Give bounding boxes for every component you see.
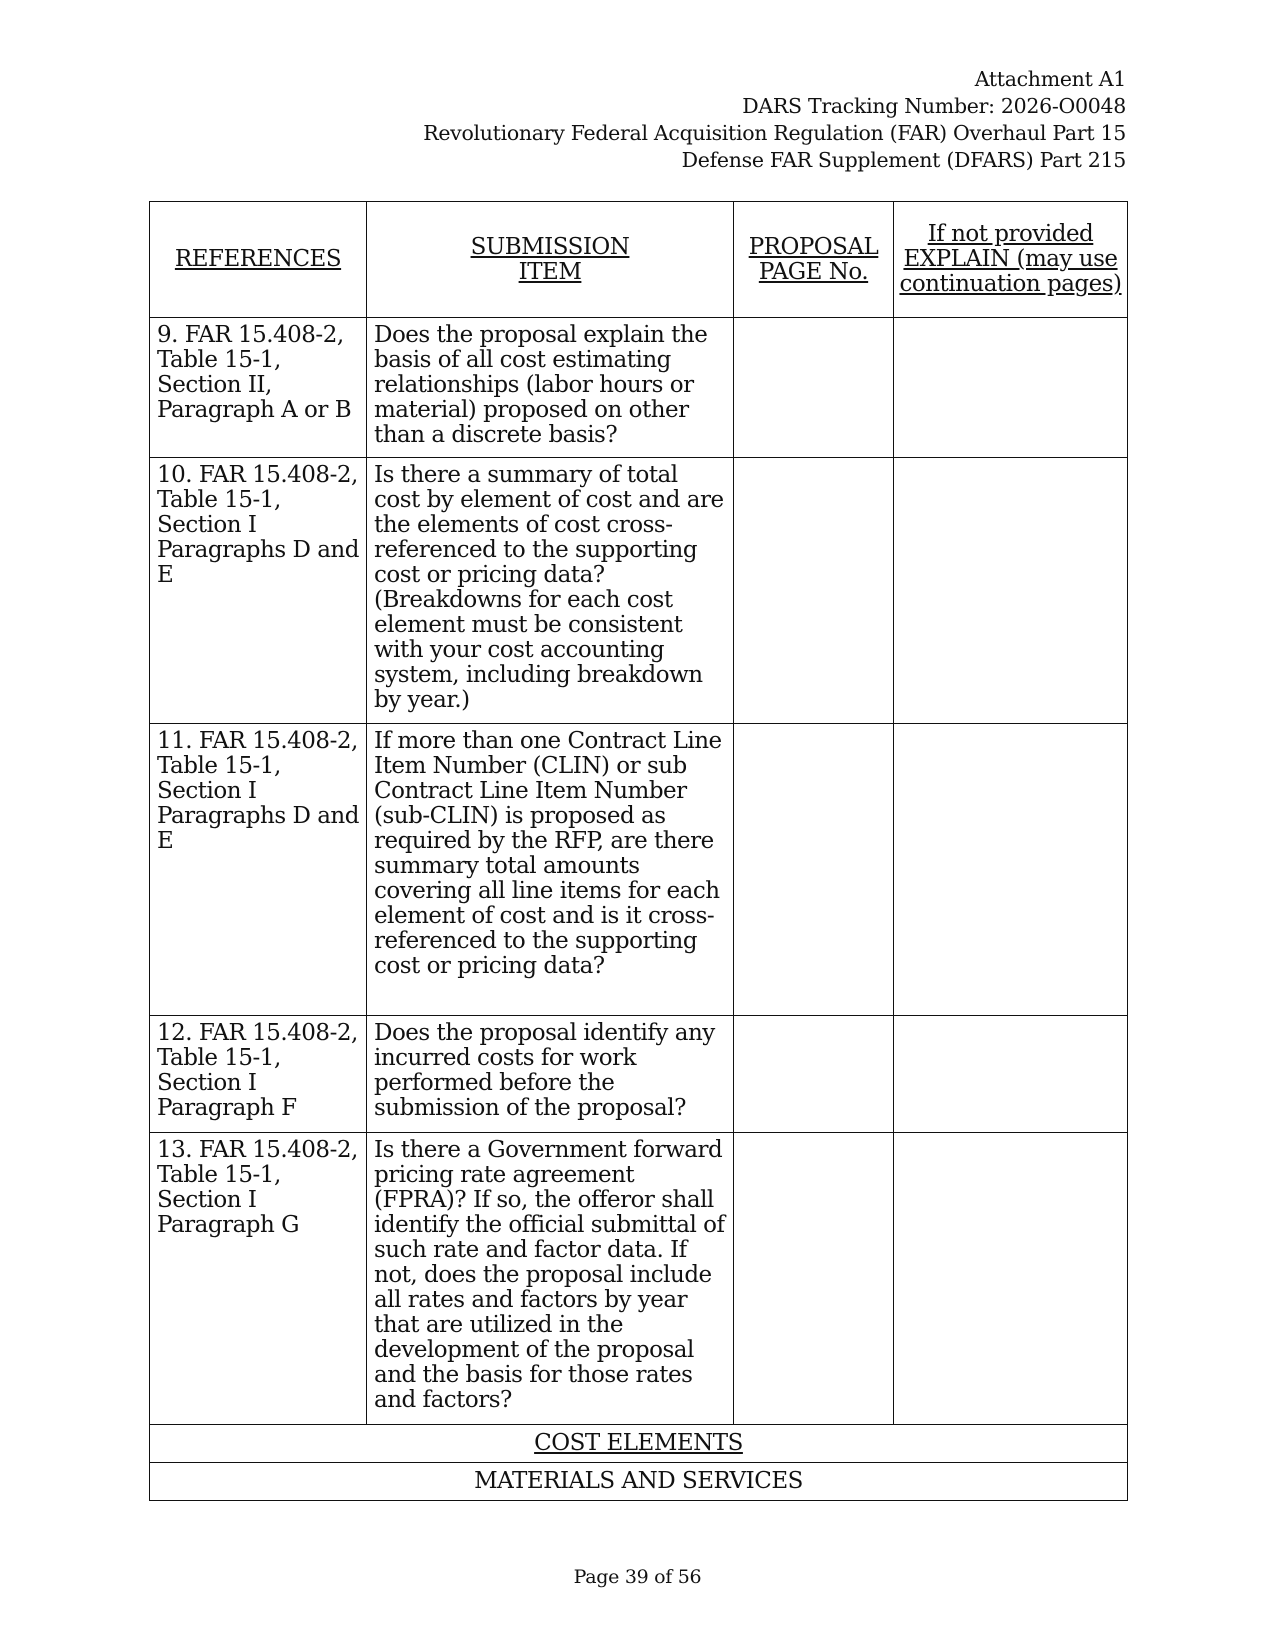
table-row [150, 724, 1128, 1016]
far-part-title: Revolutionary Federal Acquisition Regulation (FAR) Overhaul Part 15 [423, 121, 1126, 145]
column-header-submission-item: SUBMISSION ITEM [367, 202, 734, 318]
submission-item-cell: Is there a Government forward pricing rate agreement (FPRA)? If so, the offeror shall identify the official submittal of such rate and factor data. If not, does the proposal include all rates and factors by year that are utilized in the development of the proposal and the basis for those rates and factors? [367, 1133, 734, 1425]
reference-cell: 12. FAR 15.408-2, Table 15-1, Section I Paragraph F [150, 1016, 367, 1133]
submission-item-cell: Does the proposal explain the basis of all cost estimating relationships (labor hours or material) proposed on other than a discrete basis? [367, 318, 734, 458]
submission-item-cell: If more than one Contract Line Item Number (CLIN) or sub Contract Line Item Number (sub-CLIN) is proposed as required by the RFP, are there summary total amounts covering all line items for each element of cost and is it cross-referenced to the supporting cost or pricing data? [367, 724, 734, 1016]
explanation-cell[interactable] [894, 1133, 1128, 1425]
column-header-explain: If not provided EXPLAIN (may use continuation pages) [894, 202, 1128, 318]
proposal-page-cell[interactable] [734, 1016, 894, 1133]
explanation-cell[interactable] [894, 318, 1128, 458]
tracking-number: DARS Tracking Number: 2026-O0048 [742, 94, 1126, 118]
reference-cell: 10. FAR 15.408-2, Table 15-1, Section I Paragraphs D and E [150, 458, 367, 724]
explanation-cell[interactable] [894, 724, 1128, 1016]
dfars-part-title: Defense FAR Supplement (DFARS) Part 215 [681, 148, 1126, 172]
section-row-cost-elements [150, 1425, 1128, 1463]
attachment-label: Attachment A1 [974, 67, 1126, 91]
table-header-row [150, 202, 1128, 318]
reference-cell: 13. FAR 15.408-2, Table 15-1, Section I Paragraph G [150, 1133, 367, 1425]
section-row-materials [150, 1463, 1128, 1501]
proposal-page-cell[interactable] [734, 724, 894, 1016]
section-heading-materials: MATERIALS AND SERVICES [150, 1463, 1128, 1501]
reference-cell: 9. FAR 15.408-2, Table 15-1, Section II, Paragraph A or B [150, 318, 367, 458]
submission-item-cell: Does the proposal identify any incurred costs for work performed before the submission of the proposal? [367, 1016, 734, 1133]
section-heading-cost-elements [150, 1425, 1128, 1463]
proposal-page-cell[interactable] [734, 1133, 894, 1425]
explanation-cell[interactable] [894, 458, 1128, 724]
page-number: Page 39 of 56 [573, 1566, 702, 1588]
explanation-cell[interactable] [894, 1016, 1128, 1133]
submission-checklist-table [149, 201, 1128, 1501]
document-header [423, 66, 1126, 174]
reference-cell: 11. FAR 15.408-2, Table 15-1, Section I Paragraphs D and E [150, 724, 367, 1016]
column-header-proposal-page: PROPOSAL PAGE No. [734, 202, 894, 318]
table-row [150, 1133, 1128, 1425]
proposal-page-cell[interactable] [734, 458, 894, 724]
column-header-references: REFERENCES [150, 202, 367, 318]
proposal-page-cell[interactable] [734, 318, 894, 458]
table-row [150, 1016, 1128, 1133]
submission-item-cell: Is there a summary of total cost by element of cost and are the elements of cost cross-referenced to the supporting cost or pricing data? (Breakdowns for each cost element must be consistent with your cost accounting system, including breakdown by year.) [367, 458, 734, 724]
table-row [150, 458, 1128, 724]
table-row [150, 318, 1128, 458]
section-heading-text: COST ELEMENTS [534, 1430, 743, 1456]
